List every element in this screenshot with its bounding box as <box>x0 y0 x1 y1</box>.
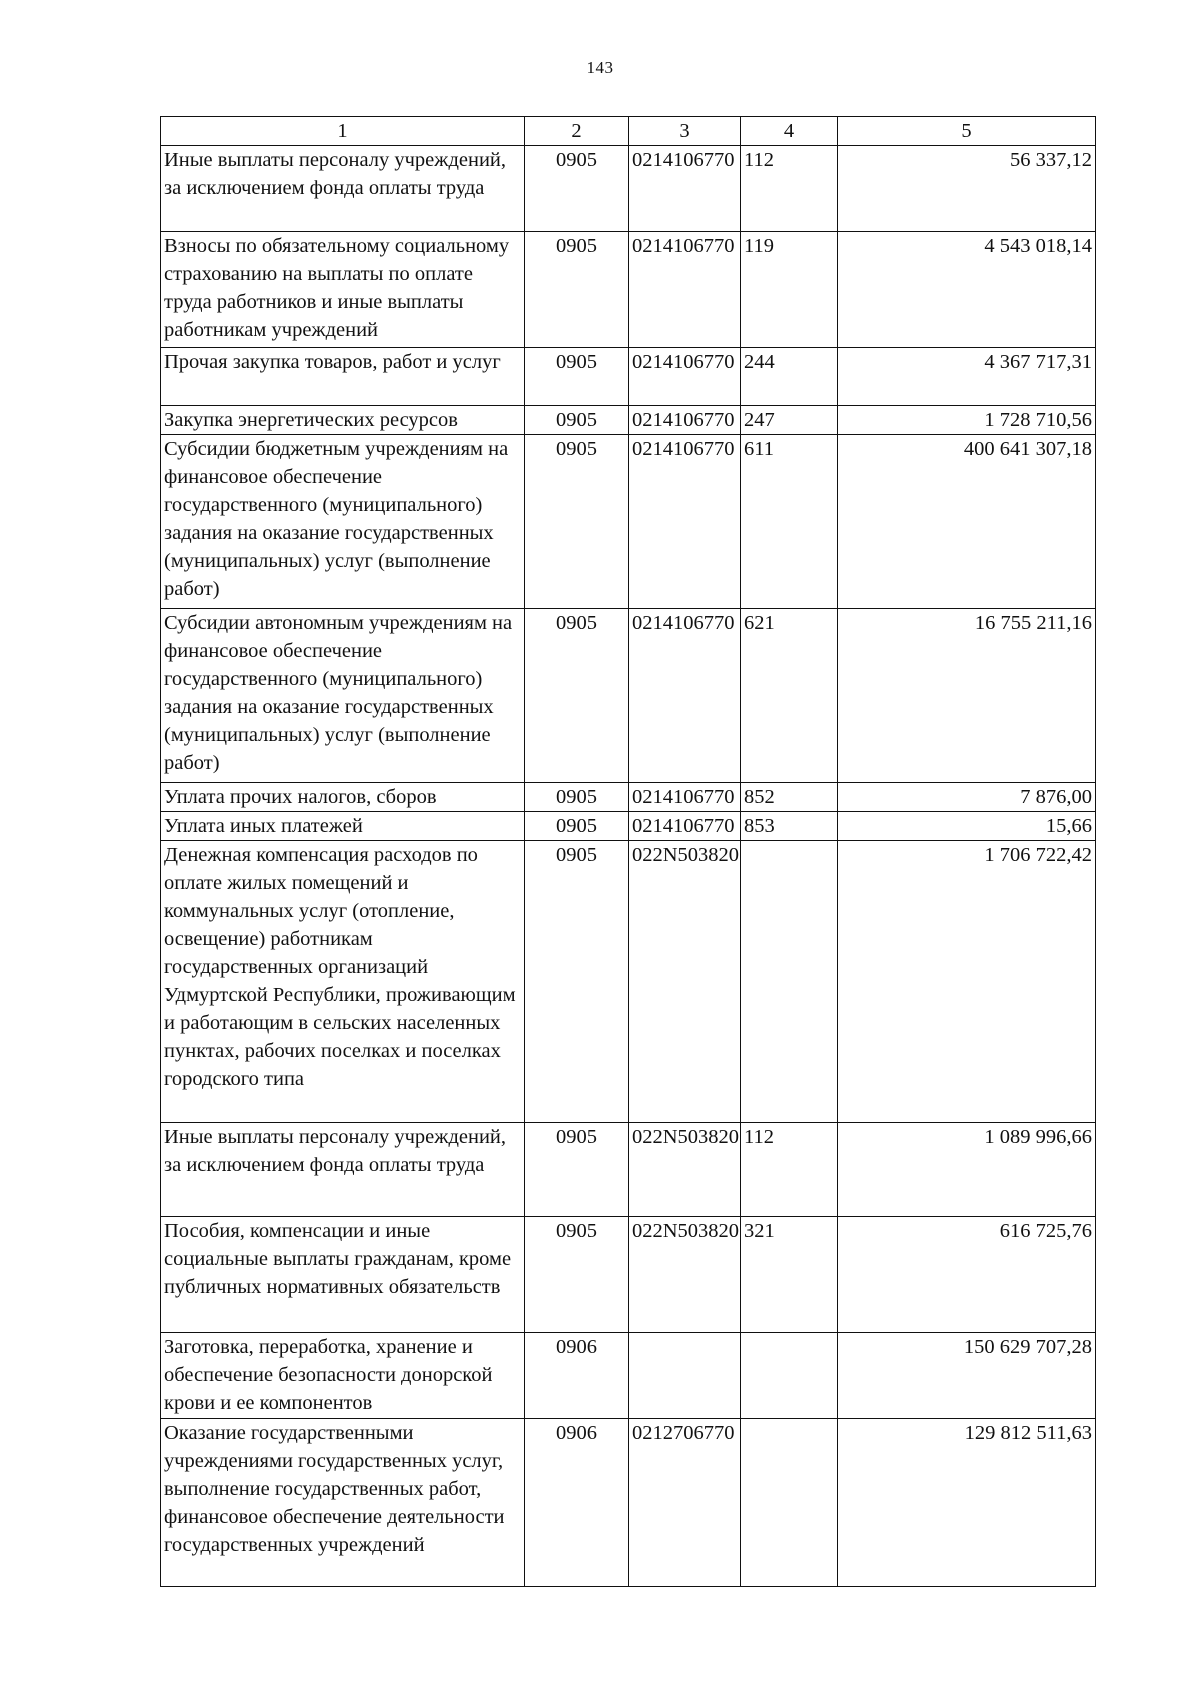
cell-target: 0214106770 <box>629 348 741 406</box>
table-row <box>161 609 1096 783</box>
cell-section: 0905 <box>525 609 629 783</box>
cell-type: 621 <box>741 609 838 783</box>
table-row <box>161 783 1096 812</box>
budget-table <box>160 116 1096 1587</box>
cell-section: 0905 <box>525 1217 629 1333</box>
cell-type: 852 <box>741 783 838 812</box>
page-number: 143 <box>586 58 614 77</box>
cell-amount: 1 728 710,56 <box>838 406 1096 435</box>
table-row <box>161 406 1096 435</box>
cell-type: 853 <box>741 812 838 841</box>
cell-target: 0212706770 <box>629 1419 741 1587</box>
cell-name: Прочая закупка товаров, работ и услуг <box>161 348 525 406</box>
cell-name: Денежная компенсация расходов по оплате жилых помещений и коммунальных услуг (отопление, освещение) работникам государственных организаций Удмуртской Республики, проживающим и работающим в сельских населенных пунктах, рабочих поселках и поселках городского типа <box>161 841 525 1123</box>
cell-type <box>741 841 838 1123</box>
cell-section: 0905 <box>525 406 629 435</box>
cell-target: 0214106770 <box>629 783 741 812</box>
cell-target: 0214106770 <box>629 812 741 841</box>
table-row <box>161 1217 1096 1333</box>
cell-section: 0905 <box>525 146 629 232</box>
table-row <box>161 348 1096 406</box>
cell-section: 0905 <box>525 435 629 609</box>
cell-amount: 4 367 717,31 <box>838 348 1096 406</box>
cell-target: 022N503820 <box>629 1123 741 1217</box>
cell-target: 022N503820 <box>629 841 741 1123</box>
table-row <box>161 1419 1096 1587</box>
column-header: 2 <box>525 117 629 146</box>
cell-section: 0906 <box>525 1333 629 1419</box>
cell-section: 0905 <box>525 1123 629 1217</box>
cell-type: 247 <box>741 406 838 435</box>
cell-section: 0905 <box>525 812 629 841</box>
cell-amount: 16 755 211,16 <box>838 609 1096 783</box>
cell-target: 0214106770 <box>629 232 741 348</box>
cell-target: 0214106770 <box>629 406 741 435</box>
table-row <box>161 232 1096 348</box>
table-row <box>161 146 1096 232</box>
cell-name: Заготовка, переработка, хранение и обеспечение безопасности донорской крови и ее компонентов <box>161 1333 525 1419</box>
cell-amount: 150 629 707,28 <box>838 1333 1096 1419</box>
cell-amount: 1 089 996,66 <box>838 1123 1096 1217</box>
cell-section: 0905 <box>525 783 629 812</box>
cell-amount: 129 812 511,63 <box>838 1419 1096 1587</box>
cell-type: 112 <box>741 146 838 232</box>
table-header-row <box>161 117 1096 146</box>
cell-amount: 15,66 <box>838 812 1096 841</box>
table-row <box>161 435 1096 609</box>
cell-type: 321 <box>741 1217 838 1333</box>
cell-type <box>741 1419 838 1587</box>
cell-name: Оказание государственными учреждениями государственных услуг, выполнение государственных работ, финансовое обеспечение деятельности государственных учреждений <box>161 1419 525 1587</box>
cell-amount: 56 337,12 <box>838 146 1096 232</box>
cell-name: Субсидии бюджетным учреждениям на финансовое обеспечение государственного (муниципального) задания на оказание государственных (муниципальных) услуг (выполнение работ) <box>161 435 525 609</box>
cell-target: 022N503820 <box>629 1217 741 1333</box>
cell-type: 119 <box>741 232 838 348</box>
cell-amount: 616 725,76 <box>838 1217 1096 1333</box>
cell-type: 244 <box>741 348 838 406</box>
cell-amount: 7 876,00 <box>838 783 1096 812</box>
cell-name: Взносы по обязательному социальному страхованию на выплаты по оплате труда работников и иные выплаты работникам учреждений <box>161 232 525 348</box>
cell-type: 112 <box>741 1123 838 1217</box>
cell-amount: 400 641 307,18 <box>838 435 1096 609</box>
column-header: 5 <box>838 117 1096 146</box>
column-header: 3 <box>629 117 741 146</box>
cell-name: Закупка энергетических ресурсов <box>161 406 525 435</box>
table-row <box>161 1333 1096 1419</box>
cell-target: 0214106770 <box>629 146 741 232</box>
cell-section: 0906 <box>525 1419 629 1587</box>
table-row <box>161 812 1096 841</box>
cell-target: 0214106770 <box>629 435 741 609</box>
cell-section: 0905 <box>525 348 629 406</box>
cell-name: Уплата иных платежей <box>161 812 525 841</box>
cell-target: 0214106770 <box>629 609 741 783</box>
column-header: 1 <box>161 117 525 146</box>
cell-name: Пособия, компенсации и иные социальные выплаты гражданам, кроме публичных нормативных обязательств <box>161 1217 525 1333</box>
cell-name: Уплата прочих налогов, сборов <box>161 783 525 812</box>
cell-amount: 1 706 722,42 <box>838 841 1096 1123</box>
table-row <box>161 841 1096 1123</box>
cell-name: Иные выплаты персоналу учреждений, за исключением фонда оплаты труда <box>161 1123 525 1217</box>
cell-target <box>629 1333 741 1419</box>
cell-name: Иные выплаты персоналу учреждений, за исключением фонда оплаты труда <box>161 146 525 232</box>
table-row <box>161 1123 1096 1217</box>
cell-section: 0905 <box>525 841 629 1123</box>
cell-name: Субсидии автономным учреждениям на финансовое обеспечение государственного (муниципального) задания на оказание государственных (муниципальных) услуг (выполнение работ) <box>161 609 525 783</box>
column-header: 4 <box>741 117 838 146</box>
cell-amount: 4 543 018,14 <box>838 232 1096 348</box>
cell-section: 0905 <box>525 232 629 348</box>
cell-type <box>741 1333 838 1419</box>
cell-type: 611 <box>741 435 838 609</box>
